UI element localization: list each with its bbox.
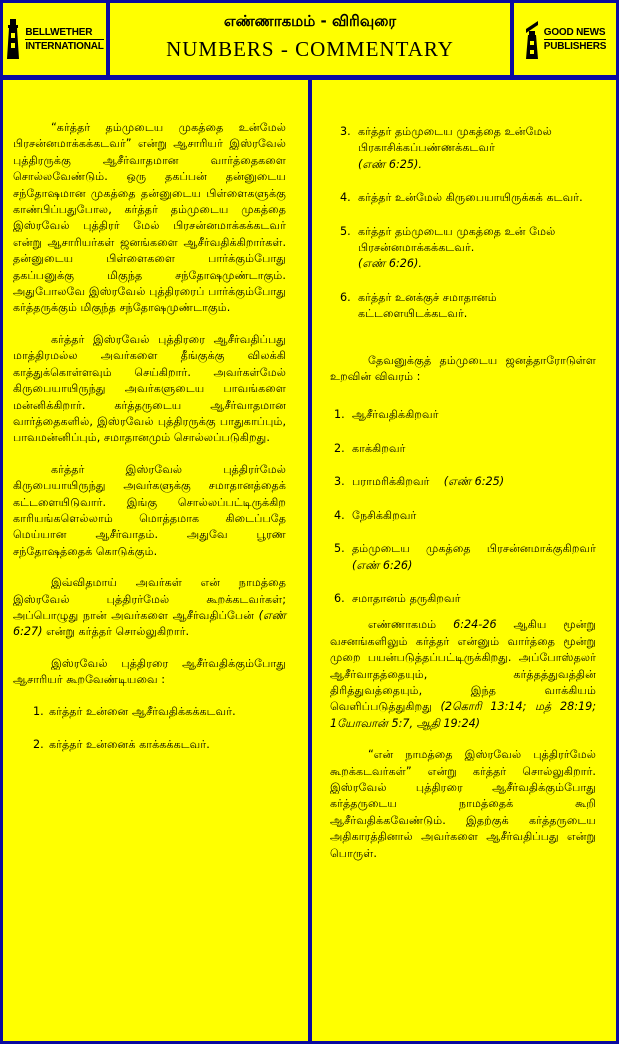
right-column: [312, 80, 616, 1041]
paragraph: [13, 575, 286, 641]
list-number: 3.: [340, 125, 351, 138]
list-text: [352, 541, 596, 574]
list-text: [358, 124, 596, 173]
verse-reference: (எண் 6:25): [443, 475, 505, 489]
list-item: [334, 591, 596, 607]
blessing-list: [13, 704, 286, 754]
verse-reference: (2கொரி 13:14; மத் 28:19; 1யோவான் 5:7, ஆதி 19:24): [330, 700, 596, 730]
list-text: நேசிக்கிறவர்: [352, 508, 417, 522]
list-number: 4.: [334, 508, 345, 522]
list-text-body: கர்த்தர் தம்முடைய முகத்தை உன்மேல் பிரகாசிக்கப்பண்ணக்கடவர்: [358, 125, 552, 155]
list-text: கர்த்தர் உன்னை ஆசீர்வதிக்கக்கடவர்.: [49, 704, 236, 718]
list-item: [340, 224, 596, 273]
list-item: [334, 441, 596, 457]
list-number: 1.: [33, 704, 44, 718]
verse-reference: 6:24-26: [453, 618, 497, 632]
paragraph: “கர்த்தர் தம்முடைய முகத்தை உன்மேல் பிரசன்னமாக்கக்கடவர்” என்று ஆசாரியர் இஸ்ரவேல் புத்திரருக்கு ஆசீர்வாதமான வார்த்தைகளை சொல்லவேண்டும். ஒரு தகப்பன் தன்னுடைய சந்தோஷமான முகத்தை தன்னுடைய பிள்ளைகளுக்கு காண்பிப்பதுபோல, கர்த்தர் தம்முடைய முகத்தை இஸ்ரவேல் புத்திரர் மேல் பிரசன்னமாக்கக்கடவர் என்று ஆசாரியர்கள் ஜனங்களை ஆசீர்வதிக்கிறார்கள். தன்னுடைய பிள்ளைகளை பார்க்கும்போது தகப்பனுக்கு மிகுந்த சந்தோஷமுண்டாகும். அதுபோலவே இஸ்ரவேல் புத்திரரைப் பார்க்கும்போது கர்த்தருக்கும் மிகுந்த சந்தோஷமுண்டாகும்.: [13, 121, 286, 315]
list-text-body: தம்முடைய முகத்தை பிரசன்னமாக்குகிறவர்: [352, 542, 596, 556]
paragraph: கர்த்தர் இஸ்ரவேல் புத்திரர்மேல் கிருபையாயிருந்து அவர்களுக்கு சமாதானத்தைக் கட்டளையிடுவார். இங்கு சொல்லப்பட்டிருக்கிற காரியங்களெல்லாம் மொத்தமாக கிடைப்பதே மெய்யான ஆசீர்வாதம். அதுவே பூரண சந்தோஷத்தைக் கொடுக்கும்.: [13, 462, 286, 558]
list-number: 3.: [334, 475, 345, 489]
list-number: 6.: [334, 591, 345, 605]
relationship-list: [330, 407, 596, 607]
paragraph: தேவனுக்குத் தம்முடைய ஜனத்தாரோடுள்ள உறவின் விவரம் :: [330, 353, 596, 384]
lighthouse-icon: [524, 19, 540, 59]
list-number: 6.: [340, 290, 351, 304]
paragraph-text: ஆகிய மூன்று வசனங்களிலும் கர்த்தர் என்னும் வார்த்தை மூன்று முறை பயன்படுத்தப்பட்டிருக்கிறது. அப்போஸ்தலர் ஆசீர்வாதத்தையும், கர்த்தத்துவத்தின் திரித்துவத்தையும், இந்த வாக்கியம் வெளிப்படுத்துகிறது: [330, 618, 596, 714]
paragraph: [330, 617, 596, 732]
good-news-logo-text: [544, 27, 606, 52]
page-title-english: NUMBERS - COMMENTARY: [166, 37, 454, 61]
verse-reference: (எண் 6:26).: [358, 257, 422, 271]
list-text: கர்த்தர் உன்மேல் கிருபையாயிருக்கக் கடவர்.: [358, 191, 583, 205]
verse-reference: (எண் 6:25).: [358, 157, 422, 171]
paragraph-text: என்று கர்த்தர் சொல்லுகிறார்.: [46, 625, 190, 639]
page-title-tamil: எண்ணாகமம் - விரிவுரை: [223, 12, 397, 30]
logo-line-2: PUBLISHERS: [543, 40, 607, 52]
list-text-body: பராமரிக்கிறவர்: [352, 475, 430, 489]
tower-icon: [5, 19, 21, 59]
verse-reference: (எண் 6:27): [13, 608, 286, 639]
list-number: 2.: [334, 441, 345, 455]
header-left-logo-panel: [3, 3, 106, 75]
paragraph-text: இவ்விதமாய் அவர்கள் என் நாமத்தை இஸ்ரவேல் புத்திரர்மேல் கூறக்கடவர்கள்; அப்பொழுது நான் அவர்களை ஆசீர்வதிப்பேன்: [13, 576, 286, 622]
logo-line-1: BELLWETHER: [25, 27, 103, 40]
paragraph-text: எண்ணாகமம்: [368, 618, 437, 632]
header-title-panel: [110, 3, 510, 75]
bellwether-logo-text: [25, 27, 103, 52]
list-number: 4.: [340, 191, 351, 205]
list-text: காக்கிறவர்: [352, 441, 406, 455]
list-text: [358, 224, 596, 273]
list-number: 5.: [334, 542, 345, 556]
paragraph: இஸ்ரவேல் புத்திரரை ஆசீர்வதிக்கும்போது ஆசாரியர் கூறவேண்டியவை :: [13, 656, 286, 687]
list-item: [340, 124, 596, 173]
list-text: ஆசீர்வதிக்கிறவர்: [352, 408, 439, 422]
verse-reference: (எண் 6:26): [352, 558, 413, 572]
list-item: [334, 508, 596, 524]
blessing-list-continued: [330, 124, 596, 323]
logo-line-1: GOOD NEWS: [543, 26, 606, 38]
bellwether-logo: [5, 19, 103, 59]
header-right-logo-panel: [514, 3, 616, 75]
list-item: [33, 704, 286, 720]
list-item: [340, 290, 596, 323]
paragraph: கர்த்தர் இஸ்ரவேல் புத்திரரை ஆசீர்வதிப்பது மாத்திரமல்ல அவர்களை தீங்குக்கு விலக்கி காத்துக்கொள்ளவும் செய்கிறார். அவர்கள்மேல் கிருபையாயிருந்து அவர்களுடைய பாவங்களை மன்னிக்கிறார். கர்த்தருடைய ஆசீர்வாதமான வார்த்தைகளில், இஸ்ரவேல் புத்திரருக்கு பாதுகாப்பும், பாவமன்னிப்பும், சமாதானமும் சொல்லப்படுகிறது.: [13, 332, 286, 445]
list-item: [340, 190, 596, 206]
list-number: 1.: [334, 408, 345, 422]
list-text: கர்த்தர் உனக்குச் சமாதானம் கட்டளையிடக்கடவர்.: [358, 290, 497, 321]
list-text: கர்த்தர் உன்னைக் காக்கக்கடவர்.: [49, 738, 210, 751]
paragraph: “என் நாமத்தை இஸ்ரவேல் புத்திரர்மேல் கூறக்கடவர்கள்” என்று கர்த்தர் சொல்லுகிறார். இஸ்ரவேல் புத்திரரை ஆசீர்வதிக்கும்போது கர்த்தருடைய நாமத்தைக் கூறி ஆசீர்வதிக்கவேண்டும். இதற்குக் கர்த்தருடைய அதிகாரத்தினால் அவர்களை ஆசீர்வதிப்பது என்று பொருள்.: [330, 748, 596, 860]
logo-line-2: INTERNATIONAL: [25, 40, 104, 52]
list-item: [334, 474, 596, 490]
list-text: [352, 474, 596, 490]
list-item: [33, 737, 286, 753]
list-number: 2.: [33, 738, 44, 751]
list-item: [334, 407, 596, 423]
good-news-logo: [524, 19, 606, 59]
list-text-body: கர்த்தர் தம்முடைய முகத்தை உன் மேல் பிரசன்னமாக்கக்கடவர்.: [358, 224, 556, 255]
list-item: [334, 541, 596, 574]
list-number: 5.: [340, 224, 351, 238]
list-text: சமாதானம் தருகிறவர்: [352, 591, 461, 605]
left-column: [3, 80, 308, 1041]
